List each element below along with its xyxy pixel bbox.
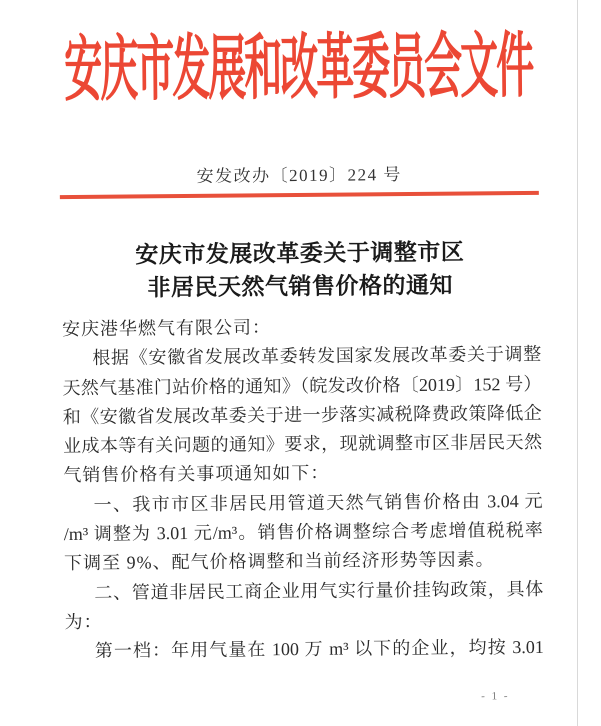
body-line: 一、我市市区非居民用管道天然气销售价格由 3.04 元	[93, 490, 543, 515]
body-line: 和《安徽省发展改革委关于进一步落实减税降费政策降低企	[62, 402, 542, 427]
document-title-line2: 非居民天然气销售价格的通知	[147, 272, 454, 301]
body-line: 安庆港华燃气有限公司：	[61, 317, 272, 340]
document-title	[0, 234, 601, 305]
body-line: 为：	[64, 611, 103, 633]
page-number: - 1 -	[481, 690, 510, 703]
body-line: 气销售价格有关事项通知如下：	[63, 463, 330, 486]
body-line: 天然气基准门站价格的通知》（皖发改价格〔2019〕152 号）	[62, 373, 542, 398]
body-line: 根据《安徽省发展改革委转发国家发展改革委关于调整	[92, 344, 542, 369]
body-line: 业成本等有关问题的通知》要求，现就调整市区非居民天然	[62, 432, 543, 457]
body-line: /m³ 调整为 3.01 元/m³。销售价格调整综合考虑增值税税率	[63, 519, 543, 545]
letterhead-org-title: 安庆市发展和改革委员会文件	[63, 27, 533, 112]
red-divider-line	[60, 191, 539, 199]
document-number: 安发改办〔2019〕224 号	[196, 165, 402, 186]
document-title-line1: 安庆市发展改革委关于调整市区	[135, 239, 465, 268]
body-text	[62, 311, 544, 667]
scan-edge-artifact	[577, 0, 578, 726]
body-line: 下调至 9%、配气价格调整和当前经济形势等因素。	[63, 549, 495, 574]
body-line: 二、管道非居民工商企业用气实行量价挂钩政策，具体	[94, 578, 544, 603]
body-line: 第一档：年用气量在 100 万 m³ 以下的企业，均按 3.01	[94, 637, 544, 662]
